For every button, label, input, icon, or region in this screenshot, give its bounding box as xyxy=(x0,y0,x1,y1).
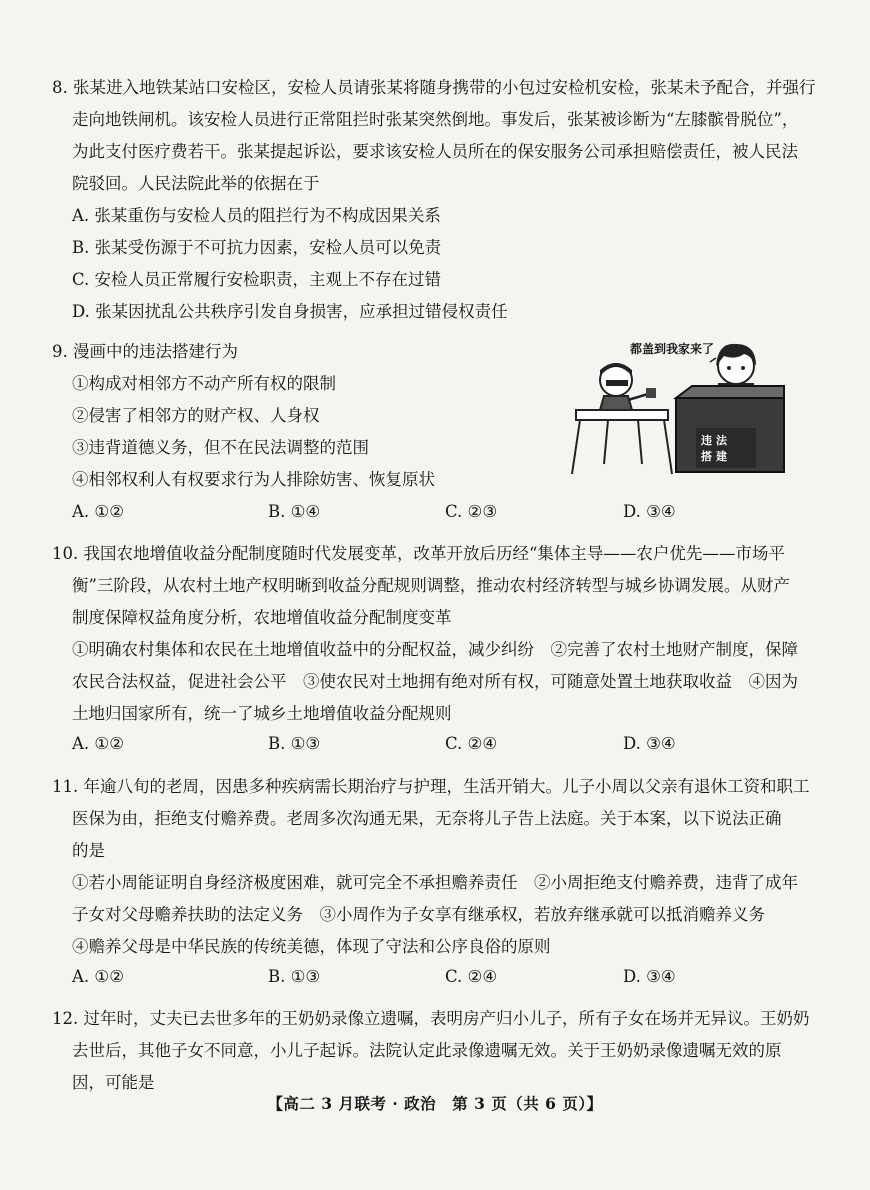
question-10 xyxy=(52,538,798,730)
question-8-line: 走向地铁闸机。该安检人员进行正常阻拦时张某突然倒地。事发后，张某被诊断为“左膝髌骨脱位”， xyxy=(72,110,799,129)
question-10-line: 10. 我国农地增值收益分配制度随时代发展变革，改革开放后历经“集体主导——农户优先——市场平 xyxy=(52,544,785,563)
question-9-stem: 9. 漫画中的违法搭建行为 xyxy=(52,342,238,361)
question-9-option-a: A. ①② xyxy=(72,502,124,521)
question-9 xyxy=(52,336,562,496)
cartoon-illustration xyxy=(568,338,790,478)
question-12-line: 去世后，其他子女不同意，小儿子起诉。法院认定此录像遗嘱无效。关于王奶奶录像遗嘱无效的原 xyxy=(72,1041,782,1060)
question-10-options xyxy=(72,734,792,766)
question-11-line: 的是 xyxy=(72,841,105,860)
question-8-option: D. 张某因扰乱公共秩序引发自身损害，应承担过错侵权责任 xyxy=(72,302,508,321)
question-9-option-d: D. ③④ xyxy=(623,502,676,521)
question-9-option-c: C. ②③ xyxy=(445,502,498,521)
question-11 xyxy=(52,771,810,963)
question-10-option-b: B. ①③ xyxy=(268,734,321,753)
question-10-line: ①明确农村集体和农民在土地增值收益中的分配权益，减少纠纷 ②完善了农村土地财产制度，保障 xyxy=(72,640,798,659)
question-10-option-c: C. ②④ xyxy=(445,734,498,753)
question-8-option: A. 张某重伤与安检人员的阻拦行为不构成因果关系 xyxy=(72,206,441,225)
question-10-option-a: A. ①② xyxy=(72,734,124,753)
question-10-line: 衡”三阶段，从农村土地产权明晰到收益分配规则调整，推动农村经济转型与城乡协调发展。从财产 xyxy=(72,576,790,595)
question-8-line: 院驳回。人民法院此举的依据在于 xyxy=(72,174,320,193)
question-10-line: 土地归国家所有，统一了城乡土地增值收益分配规则 xyxy=(72,704,452,723)
question-11-line: ④赡养父母是中华民族的传统美德，体现了守法和公序良俗的原则 xyxy=(72,937,551,956)
question-9-option-b: B. ①④ xyxy=(268,502,321,521)
question-8-line: 8. 张某进入地铁某站口安检区，安检人员请张某将随身携带的小包过安检机安检，张某未予配合，并强行 xyxy=(52,78,816,97)
question-11-line: 子女对父母赡养扶助的法定义务 ③小周作为子女享有继承权，若放弃继承就可以抵消赡养义务 xyxy=(72,905,765,924)
question-11-option-b: B. ①③ xyxy=(268,967,321,986)
question-10-line: 制度保障权益角度分析，农地增值收益分配制度变革 xyxy=(72,608,452,627)
question-12 xyxy=(52,1003,810,1099)
page-footer: 【高二 3 月联考 · 政治 第 3 页（共 6 页）】 xyxy=(267,1094,603,1113)
question-11-line: 医保为由，拒绝支付赡养费。老周多次沟通无果，无奈将儿子告上法庭。关于本案，以下说法正确 xyxy=(72,809,782,828)
question-10-line: 农民合法权益，促进社会公平 ③使农民对土地拥有绝对所有权，可随意处置土地获取收益 ④因为 xyxy=(72,672,798,691)
cartoon-speech-text: 都盖到我家来了 xyxy=(630,342,715,356)
cartoon-sign-top: 违法 xyxy=(701,434,731,447)
question-11-option-d: D. ③④ xyxy=(623,967,676,986)
question-8-line: 为此支付医疗费若干。张某提起诉讼，要求该安检人员所在的保安服务公司承担赔偿责任，被人民法 xyxy=(72,142,798,161)
question-8-option: B. 张某受伤源于不可抗力因素，安检人员可以免责 xyxy=(72,238,442,257)
question-8 xyxy=(52,72,816,328)
question-8-option: C. 安检人员正常履行安检职责，主观上不存在过错 xyxy=(72,270,442,289)
question-11-options xyxy=(72,967,792,999)
question-11-option-a: A. ①② xyxy=(72,967,124,986)
cartoon-sign-bottom: 搭建 xyxy=(701,450,731,463)
cartoon-drawing xyxy=(568,338,790,478)
question-11-option-c: C. ②④ xyxy=(445,967,498,986)
question-9-options xyxy=(72,502,792,534)
question-9-item: ①构成对相邻方不动产所有权的限制 xyxy=(72,374,336,393)
question-12-line: 12. 过年时，丈夫已去世多年的王奶奶录像立遗嘱，表明房产归小儿子，所有子女在场并无异议。王奶奶 xyxy=(52,1009,810,1028)
question-9-item: ②侵害了相邻方的财产权、人身权 xyxy=(72,406,320,425)
question-11-line: ①若小周能证明自身经济极度困难，就可完全不承担赡养责任 ②小周拒绝支付赡养费，违背了成年 xyxy=(72,873,798,892)
question-10-option-d: D. ③④ xyxy=(623,734,676,753)
question-9-item: ④相邻权利人有权要求行为人排除妨害、恢复原状 xyxy=(72,470,435,489)
question-11-line: 11. 年逾八旬的老周，因患多种疾病需长期治疗与护理，生活开销大。儿子小周以父亲有退休工资和职工 xyxy=(52,777,810,796)
question-9-item: ③违背道德义务，但不在民法调整的范围 xyxy=(72,438,369,457)
question-12-line: 因，可能是 xyxy=(72,1073,155,1092)
